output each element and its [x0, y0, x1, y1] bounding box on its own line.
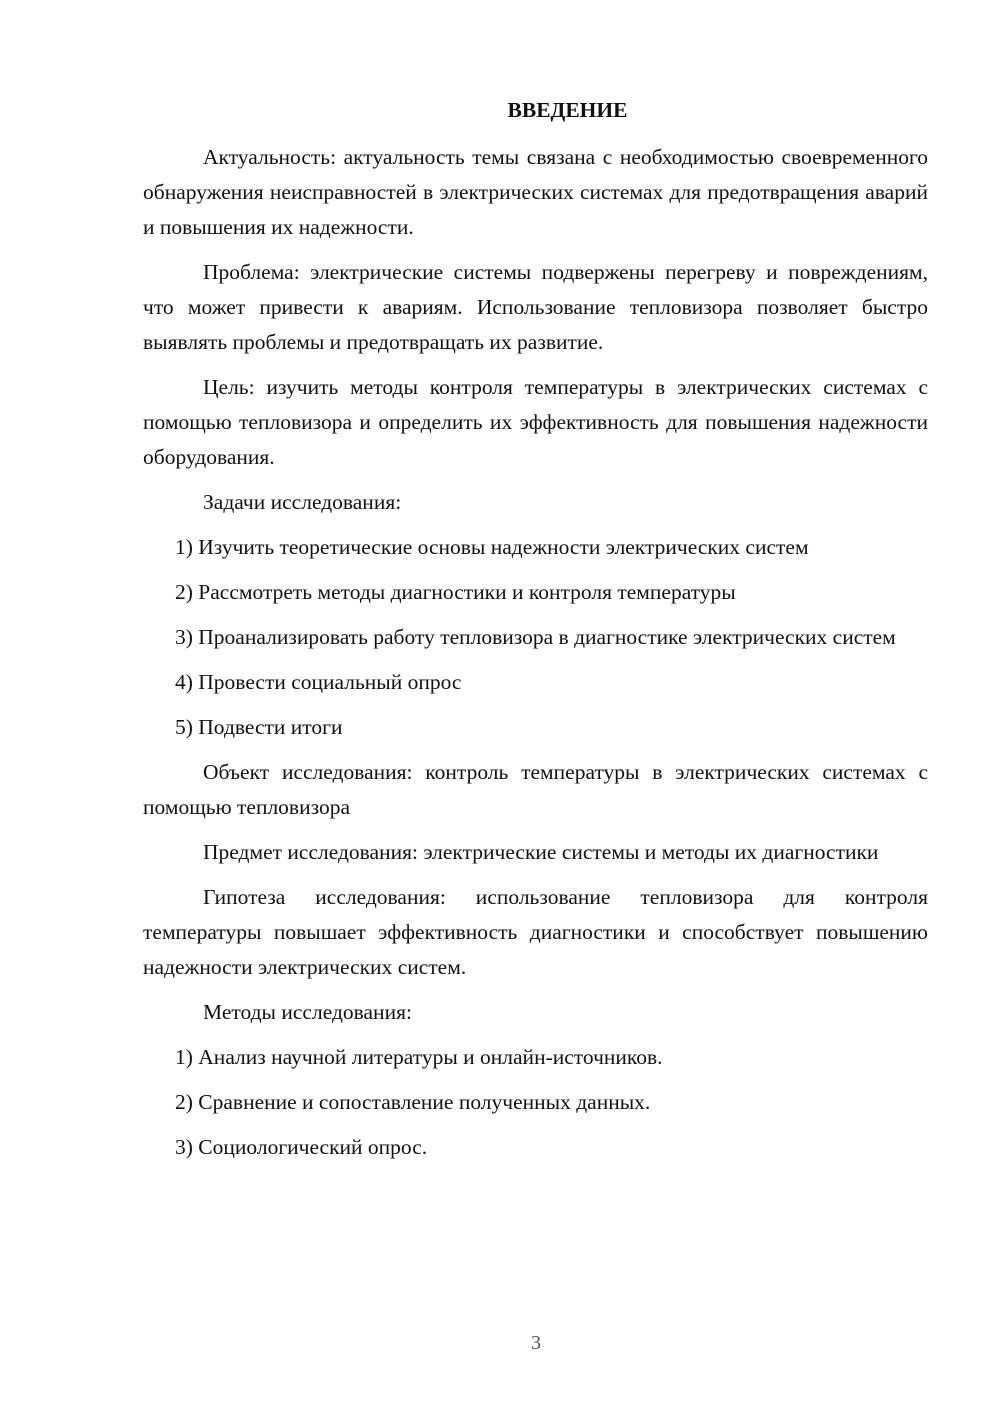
task-item: 1) Изучить теоретические основы надежности электрических систем [175, 535, 809, 559]
method-item: 1) Анализ научной литературы и онлайн-источников. [175, 1045, 663, 1069]
subject-paragraph: Предмет исследования: электрические системы и методы их диагностики [203, 840, 879, 864]
task-item: 2) Рассмотреть методы диагностики и контроля температуры [175, 580, 736, 604]
task-item: 5) Подвести итоги [175, 715, 343, 739]
goal-paragraph: Цель: изучить методы контроля температуры в электрических системах с помощью тепловизора и определить их эффективность для повышения надежности оборудования. [143, 375, 928, 469]
task-item: 3) Проанализировать работу тепловизора в диагностике электрических систем [175, 625, 896, 649]
hypothesis-paragraph: Гипотеза исследования: использование тепловизора для контроля температуры повышает эффективность диагностики и способствует повышению надежности электрических систем. [143, 885, 928, 979]
object-paragraph: Объект исследования: контроль температуры в электрических системах с помощью тепловизора [143, 760, 928, 819]
method-item: 3) Социологический опрос. [175, 1135, 428, 1159]
task-item: 4) Провести социальный опрос [175, 670, 462, 694]
relevance-paragraph: Актуальность: актуальность темы связана с необходимостью своевременного обнаружения неисправностей в электрических системах для предотвращения аварий и повышения их надежности. [143, 145, 928, 239]
page-content [143, 94, 928, 1175]
page-title: ВВЕДЕНИЕ [507, 98, 628, 122]
problem-paragraph: Проблема: электрические системы подвержены перегреву и повреждениям, что может привести к авариям. Использование тепловизора позволяет быстро выявлять проблемы и предотвращать их развитие. [143, 260, 928, 354]
methods-title: Методы исследования: [203, 1000, 412, 1024]
page-number: 3 [531, 1332, 541, 1354]
tasks-title: Задачи исследования: [203, 490, 402, 514]
method-item: 2) Сравнение и сопоставление полученных данных. [175, 1090, 651, 1114]
